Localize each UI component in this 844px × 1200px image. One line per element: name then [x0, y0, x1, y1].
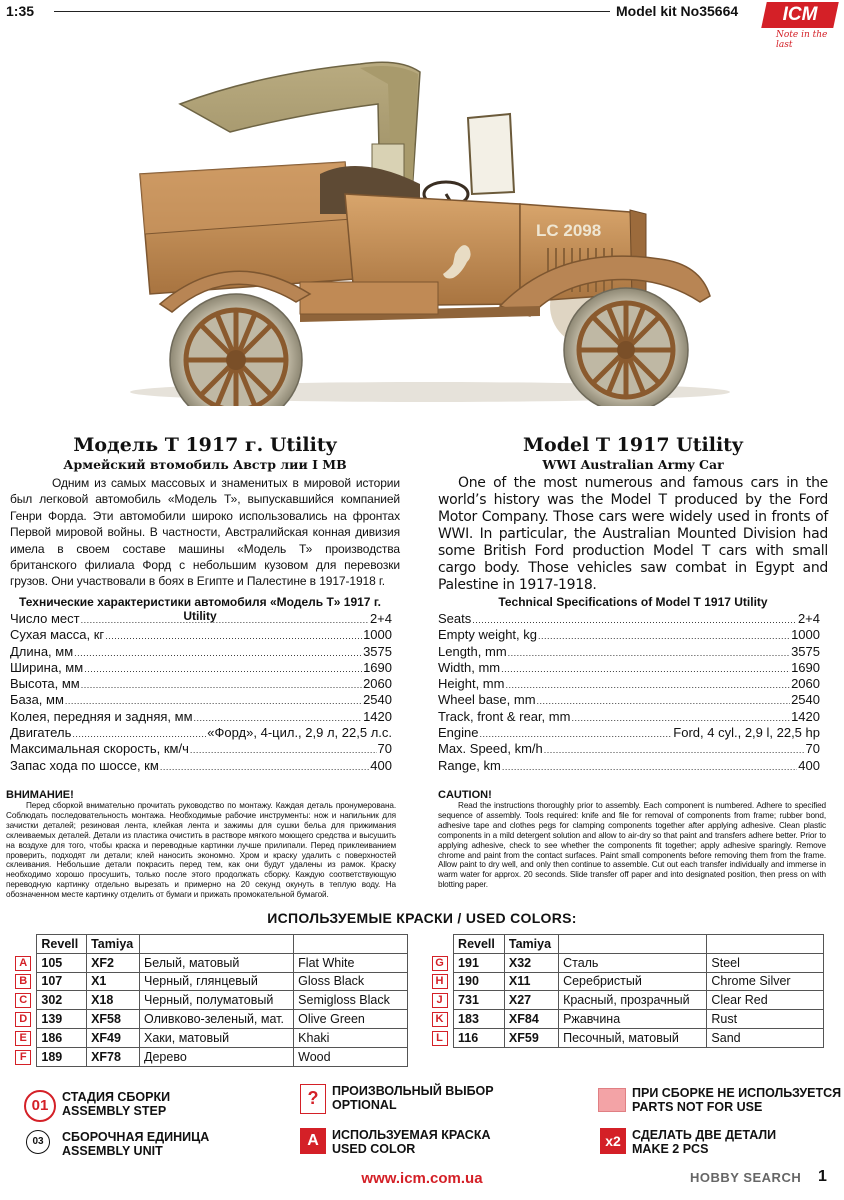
spec-leader-dots [501, 664, 790, 674]
page-header [0, 0, 844, 24]
tamiya-header: Tamiya [87, 935, 140, 954]
spec-row [10, 644, 392, 660]
spec-leader-dots [81, 680, 362, 690]
spec-leader-dots [479, 729, 672, 739]
color-name-ru: Красный, прозрачный [559, 991, 707, 1010]
parts-not-used-en: PARTS NOT FOR USE [632, 1100, 763, 1114]
used-color-legend [332, 1128, 490, 1156]
tamiya-code: XF78 [87, 1047, 140, 1066]
spec-label: Length, mm [438, 643, 507, 659]
spec-row [438, 725, 820, 741]
ru-spec-list [10, 611, 392, 774]
parts-not-used-icon [598, 1088, 626, 1112]
en-warning-text: Read the instructions thoroughly prior to assembly. Each component is numbered. Adhere to specified sequence of assembly. Tools required: knife and file for removal of components from frame; rubber bond, adhesive tape and clothes pegs for clamping components together after applying adhesive. Clean plastic components in a mild detergent solution and allow to air-dry so that paint and transfers adhere better. Prior to applying adhesive, check to see whether the components fit together; apply adhesive sparingly. Remove chrome and paint from the contact surfaces. Paint small components before removing them from the frame. Allow paint to dry well, and only then continue to assemble. Cut out each transfer individually and immerse in warm water for approx. 20 seconds. Slide transfer off paper and into designated position, then press on with blotting paper. [438, 801, 826, 890]
color-letter-badge: F [15, 1050, 31, 1065]
color-name-en: Sand [707, 1028, 824, 1047]
spec-row [10, 627, 392, 643]
tamiya-code: XF49 [87, 1028, 140, 1047]
spec-label: Range, km [438, 757, 501, 773]
ru-spec-title: Технические характеристики автомобиля «Модель Т» 1917 г. Utility [19, 595, 381, 623]
assembly-step-ru: СТАДИЯ СБОРКИ [62, 1090, 171, 1104]
russian-description [10, 433, 400, 590]
header-rule [54, 11, 610, 12]
spec-label: Empty weight, kg [438, 627, 537, 643]
color-letter-cell [426, 1028, 454, 1047]
spec-label: Двигатель [10, 725, 72, 741]
icm-logo [752, 2, 838, 50]
spec-leader-dots [538, 631, 790, 641]
color-row [426, 1010, 824, 1029]
make-two-en: MAKE 2 PCS [632, 1142, 709, 1156]
spec-row [10, 758, 392, 774]
spec-value: 2060 [791, 676, 820, 692]
revell-code: 116 [454, 1028, 505, 1047]
spec-leader-dots [571, 713, 790, 723]
parts-not-used-ru: ПРИ СБОРКЕ НЕ ИСПОЛЬЗУЕТСЯ [632, 1086, 842, 1100]
revell-code: 105 [37, 953, 87, 972]
spec-value: 70 [377, 741, 392, 757]
spec-row [438, 627, 820, 643]
tamiya-code: X32 [504, 953, 558, 972]
en-intro: One of the most numerous and famous cars in the world’s history was the Model T produced by the Ford Motor Company. Those cars were widely used in fronts of WWI. In particular, the Australian Mounted Division had some British Ford production Model T cars with small cargo body. Those vehicles saw combat in Egypt and Palestine in 1917-1918. [438, 475, 828, 593]
english-description [438, 433, 828, 594]
optional-en: OPTIONAL [332, 1098, 397, 1112]
color-name-ru: Хаки, матовый [140, 1028, 294, 1047]
color-name-en: Gloss Black [294, 972, 408, 991]
website-link[interactable]: www.icm.com.ua [361, 1170, 483, 1187]
color-name-en: Chrome Silver [707, 972, 824, 991]
color-letter-badge: J [432, 993, 448, 1008]
assembly-unit-icon: 03 [26, 1130, 50, 1154]
page-number: 1 [818, 1168, 827, 1185]
en-title: Model T 1917 Utility [523, 434, 743, 456]
used-color-ru: ИСПОЛЬЗУЕМАЯ КРАСКА [332, 1128, 491, 1142]
spec-label: Сухая масса, кг [10, 627, 105, 643]
ru-intro: Одним из самых массовых и знаменитых в мировой истории был легковой автомобиль «Модель Т», выпускавшийся компанией Генри Форда. Эти автомобили широко использовались на фронтах Первой мировой войны. В частности, Австралийская конная дивизия имела в своем составе машины «Модель Т» производства британского филиала Форд с небольшим кузовом для перевозки грузов. Они участвовали в боях в Египте и Палестине в 1917-1918 г. [10, 476, 400, 589]
colors-table-left [10, 934, 408, 1067]
used-color-icon: A [300, 1128, 326, 1154]
revell-header: Revell [37, 935, 87, 954]
brand-name: ICM [782, 4, 818, 25]
color-row [10, 1047, 408, 1066]
color-letter-cell [426, 1010, 454, 1029]
brand-tagline: Note in the last [776, 30, 828, 50]
make-two-icon: x2 [600, 1128, 626, 1154]
spec-label: Запас хода по шоссе, км [10, 757, 159, 773]
color-row [10, 1028, 408, 1047]
colors-header-row [426, 935, 824, 954]
revell-code: 139 [37, 1010, 87, 1029]
revell-code: 107 [37, 972, 87, 991]
color-row [426, 953, 824, 972]
ru-warning-text: Перед сборкой внимательно прочитать руководство по монтажу. Каждая деталь пронумерована. Соблюдать последовательность монтажа. Необходимые рабочие инструменты: нож и напильник для зачистки деталей; резиновая лента, клейкая лента и зажимы для сушки бельа для прижимания склеиваемых деталей. Детали из пластика очистить в растворе мягкого моющего средства и высушить на воздухе для того, чтобы краска и переводные картинки лучше прилипали. Перед приклеиванием проверить, подходят ли детали; клей наносить экономно. Хром и краску удалить с поверхностей склеивания. Небольшие детали покрасить перед тем, как они будут удалены из рамок. Краску необходимо хорошо просушить, только после этого продолжать сборку. Каждую соответствующую переводную картинку отдельно вырезать и примерно на 20 секунд окунуть в теплую воду. На обозначенном месте картинку отделить от бумаги и прижать промокательной бумагой. [6, 801, 396, 900]
optional-legend [332, 1084, 494, 1112]
spec-value: 400 [370, 757, 392, 773]
spec-row [10, 660, 392, 676]
make-two-legend [632, 1128, 776, 1156]
tamiya-header: Tamiya [504, 935, 558, 954]
spec-value: 1000 [791, 627, 820, 643]
color-letter-badge: B [15, 974, 31, 989]
make-two-ru: СДЕЛАТЬ ДВЕ ДЕТАЛИ [632, 1128, 777, 1142]
assembly-unit-ru: СБОРОЧНАЯ ЕДИНИЦА [62, 1130, 210, 1144]
spec-leader-dots [74, 648, 362, 658]
tamiya-code: X1 [87, 972, 140, 991]
spec-row [10, 611, 392, 627]
spec-leader-dots [194, 713, 363, 723]
color-name-ru: Ржавчина [559, 1010, 707, 1029]
spec-label: Width, mm [438, 659, 501, 675]
revell-code: 186 [37, 1028, 87, 1047]
color-row [10, 953, 408, 972]
spec-row [438, 644, 820, 660]
spec-row [438, 692, 820, 708]
color-name-en: Flat White [294, 953, 408, 972]
spec-value: 400 [798, 757, 820, 773]
spec-label: База, мм [10, 692, 64, 708]
color-letter-cell [10, 953, 37, 972]
revell-header: Revell [454, 935, 505, 954]
spec-leader-dots [160, 762, 369, 772]
color-row [10, 972, 408, 991]
ru-warning-title: ВНИМАНИЕ! [6, 789, 74, 801]
spec-value: 1420 [363, 708, 392, 724]
color-letter-cell [10, 1010, 37, 1029]
color-letter-badge: D [15, 1012, 31, 1027]
color-row [426, 972, 824, 991]
spec-label: Engine [438, 725, 479, 741]
tamiya-code: XF84 [504, 1010, 558, 1029]
color-name-ru: Черный, глянцевый [140, 972, 294, 991]
spec-value: 2+4 [369, 611, 392, 626]
spec-leader-dots [508, 648, 790, 658]
color-name-en: Khaki [294, 1028, 408, 1047]
spec-value: 2540 [363, 692, 392, 708]
spec-leader-dots [105, 631, 362, 641]
color-name-ru: Дерево [140, 1047, 294, 1066]
color-name-en: Wood [294, 1047, 408, 1066]
spec-label: Колея, передняя и задняя, мм [10, 708, 193, 724]
color-row [426, 991, 824, 1010]
spec-label: Высота, мм [10, 676, 80, 692]
spec-leader-dots [505, 680, 790, 690]
assembly-step-en: ASSEMBLY STEP [62, 1104, 167, 1118]
color-name-ru: Сталь [559, 953, 707, 972]
color-name-ru: Черный, полуматовый [140, 991, 294, 1010]
color-name-en: Rust [707, 1010, 824, 1029]
used-color-en: USED COLOR [332, 1142, 416, 1156]
color-letter-badge: H [432, 974, 448, 989]
plate-text: LC 2098 [536, 221, 602, 240]
assembly-unit-en: ASSEMBLY UNIT [62, 1144, 163, 1158]
revell-code: 189 [37, 1047, 87, 1066]
spec-row [10, 709, 392, 725]
color-name-en: Clear Red [707, 991, 824, 1010]
color-name-en: Olive Green [294, 1010, 408, 1029]
assembly-step-legend [62, 1090, 170, 1118]
spec-row [438, 741, 820, 757]
tamiya-code: X11 [504, 972, 558, 991]
spec-label: Track, front & rear, mm [438, 708, 571, 724]
tamiya-code: XF59 [504, 1028, 558, 1047]
spec-value: 2+4 [797, 611, 820, 626]
spec-row [10, 692, 392, 708]
en-warning-title: CAUTION! [438, 789, 492, 801]
color-letter-badge: G [432, 956, 448, 971]
spec-row [438, 660, 820, 676]
spec-value: 2540 [791, 692, 820, 708]
color-row [426, 1028, 824, 1047]
spec-leader-dots [65, 696, 362, 706]
model-t-truck-image [0, 44, 844, 406]
spec-label: Seats [438, 611, 472, 626]
en-spec-title: Technical Specifications of Model T 1917 Utility [498, 595, 768, 609]
color-name-en: Semigloss Black [294, 991, 408, 1010]
hobby-search-watermark: HOBBY SEARCH [690, 1170, 802, 1185]
spec-value: 1420 [791, 708, 820, 724]
spec-row [438, 709, 820, 725]
spec-value: 3575 [791, 643, 820, 659]
spec-label: Wheel base, mm [438, 692, 536, 708]
spec-row [438, 758, 820, 774]
spec-value: 2060 [363, 676, 392, 692]
spec-value: 1000 [363, 627, 392, 643]
color-name-ru: Песочный, матовый [559, 1028, 707, 1047]
spec-row [10, 741, 392, 757]
spec-row [10, 725, 392, 741]
spec-leader-dots [544, 745, 805, 755]
spec-label: Число мест [10, 611, 80, 626]
spec-value: 70 [805, 741, 820, 757]
scale-label: 1:35 [6, 3, 35, 19]
color-name-ru: Белый, матовый [140, 953, 294, 972]
ru-title: Модель Т 1917 г. Utility [73, 434, 337, 456]
revell-code: 191 [454, 953, 505, 972]
en-subtitle: WWI Australian Army Car [542, 457, 724, 472]
color-letter-badge: L [432, 1031, 448, 1046]
color-name-ru: Оливково-зеленый, мат. [140, 1010, 294, 1029]
color-letter-cell [10, 991, 37, 1010]
spec-row [438, 611, 820, 627]
color-letter-badge: K [432, 1012, 448, 1027]
revell-code: 302 [37, 991, 87, 1010]
tamiya-code: X18 [87, 991, 140, 1010]
color-name-ru: Серебристый [559, 972, 707, 991]
spec-label: Max. Speed, km/h [438, 741, 543, 757]
color-letter-cell [426, 953, 454, 972]
optional-icon: ? [300, 1084, 326, 1114]
spec-value: 1690 [363, 659, 392, 675]
spec-label: Ширина, мм [10, 659, 84, 675]
color-letter-badge: C [15, 993, 31, 1008]
optional-ru: ПРОИЗВОЛЬНЫЙ ВЫБОР [332, 1084, 494, 1098]
spec-row [438, 676, 820, 692]
color-letter-cell [10, 972, 37, 991]
spec-leader-dots [190, 745, 377, 755]
assembly-step-icon: 01 [24, 1090, 56, 1122]
spec-leader-dots [537, 696, 791, 706]
hero-illustration [0, 44, 844, 406]
revell-code: 183 [454, 1010, 505, 1029]
spec-leader-dots [472, 615, 797, 625]
colors-table-right [426, 934, 824, 1048]
color-name-en: Steel [707, 953, 824, 972]
spec-value: 1690 [791, 659, 820, 675]
kit-number: Model kit No35664 [616, 3, 739, 19]
spec-label: Максимальная скорость, км/ч [10, 741, 189, 757]
spec-value: «Форд», 4-цил., 2,9 л, 22,5 л.с. [207, 725, 392, 741]
brand-badge [761, 2, 839, 28]
spec-leader-dots [84, 664, 362, 674]
color-letter-cell [10, 1028, 37, 1047]
tamiya-code: XF2 [87, 953, 140, 972]
color-letter-cell [426, 972, 454, 991]
color-letter-cell [426, 991, 454, 1010]
spec-leader-dots [502, 762, 797, 772]
color-letter-cell [10, 1047, 37, 1066]
spec-label: Height, mm [438, 676, 505, 692]
revell-code: 731 [454, 991, 505, 1010]
colors-header-row [10, 935, 408, 954]
ru-subtitle: Армейский втомобиль Австр лии I МВ [63, 457, 347, 472]
tamiya-code: XF58 [87, 1010, 140, 1029]
color-letter-badge: E [15, 1031, 31, 1046]
colors-title: ИСПОЛЬЗУЕМЫЕ КРАСКИ / USED COLORS: [267, 910, 577, 926]
assembly-unit-legend [62, 1130, 209, 1158]
revell-code: 190 [454, 972, 505, 991]
spec-value: 3575 [363, 643, 392, 659]
spec-row [10, 676, 392, 692]
spec-leader-dots [72, 729, 206, 739]
spec-leader-dots [81, 615, 369, 625]
color-letter-badge: A [15, 956, 31, 971]
color-row [10, 991, 408, 1010]
spec-value: Ford, 4 cyl., 2,9 l, 22,5 hp [673, 725, 820, 741]
en-spec-list [438, 611, 820, 774]
color-row [10, 1010, 408, 1029]
parts-not-used-legend [632, 1086, 841, 1114]
tamiya-code: X27 [504, 991, 558, 1010]
spec-label: Длина, мм [10, 643, 74, 659]
